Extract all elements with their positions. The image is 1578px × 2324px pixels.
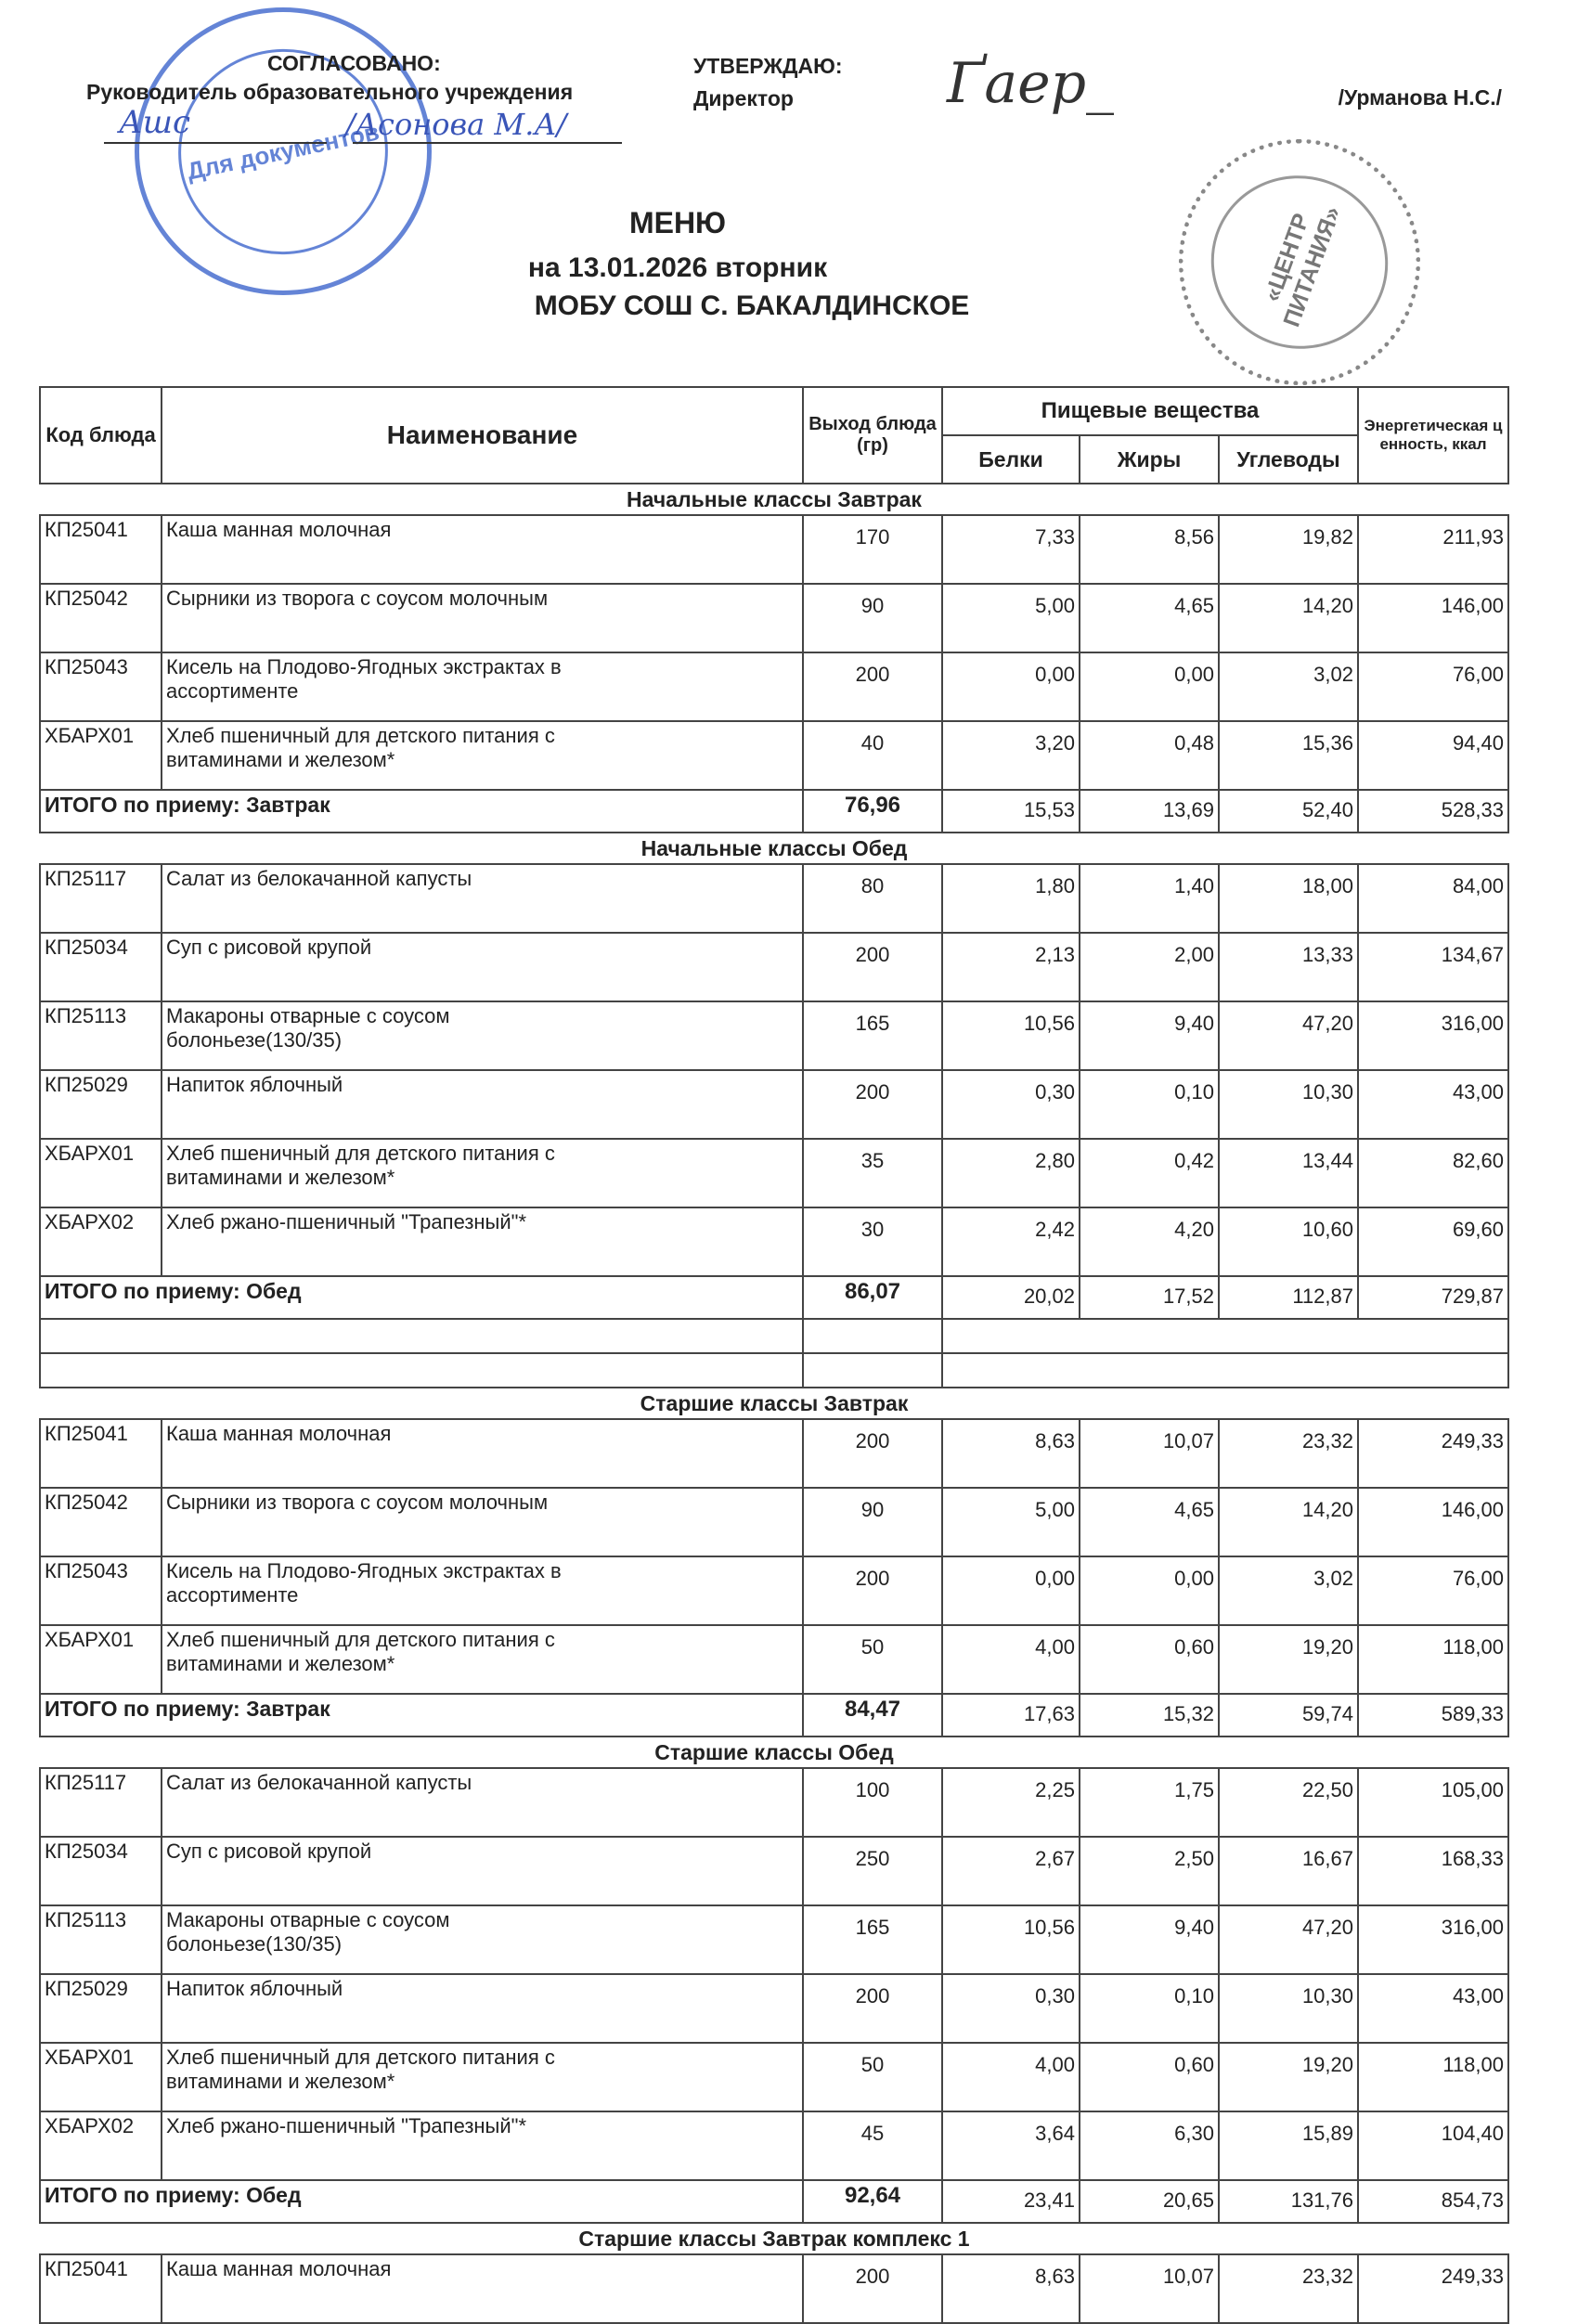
table-row xyxy=(40,1139,1508,1207)
section-title: Старшие классы Завтрак xyxy=(40,1388,1508,1419)
menu-title: МЕНЮ xyxy=(628,206,727,239)
dish-energy: 118,00 xyxy=(1358,1625,1508,1694)
dish-name-cell xyxy=(162,1207,803,1276)
dish-name-cell xyxy=(162,1419,803,1488)
dish-carbs: 23,32 xyxy=(1219,1419,1358,1488)
table-row xyxy=(40,515,1508,584)
table-row xyxy=(40,864,1508,933)
dish-carbs: 10,30 xyxy=(1219,1974,1358,2043)
total-proteins: 23,41 xyxy=(942,2180,1080,2223)
dish-code: ХБАРХ02 xyxy=(40,2111,162,2180)
table-row xyxy=(40,1207,1508,1276)
agreed-signature: Ашс xyxy=(119,104,190,141)
dish-output: 200 xyxy=(803,1070,942,1139)
table-row xyxy=(40,721,1508,790)
dish-energy: 76,00 xyxy=(1358,1556,1508,1625)
dish-fats: 10,07 xyxy=(1080,2254,1219,2323)
dish-code: КП25043 xyxy=(40,1556,162,1625)
dish-fats: 9,40 xyxy=(1080,1001,1219,1070)
section-title: Начальные классы Завтрак xyxy=(40,484,1508,515)
dish-proteins: 2,13 xyxy=(942,933,1080,1001)
total-proteins: 20,02 xyxy=(942,1276,1080,1319)
dish-energy: 146,00 xyxy=(1358,584,1508,652)
dish-name-cell xyxy=(162,933,803,1001)
agreed-role: Руководитель образовательного учреждения xyxy=(86,80,574,104)
total-fats: 13,69 xyxy=(1080,790,1219,833)
table-row xyxy=(40,1974,1508,2043)
gray-organization-stamp xyxy=(1179,139,1420,385)
dish-output: 200 xyxy=(803,933,942,1001)
dish-name-cell xyxy=(162,2254,803,2323)
total-label: ИТОГО по приему: Завтрак xyxy=(40,1694,803,1737)
dish-fats: 4,20 xyxy=(1080,1207,1219,1276)
dish-code: КП25041 xyxy=(40,1419,162,1488)
dish-carbs: 23,32 xyxy=(1219,2254,1358,2323)
dish-carbs: 47,20 xyxy=(1219,1905,1358,1974)
total-fats: 20,65 xyxy=(1080,2180,1219,2223)
dish-fats: 0,60 xyxy=(1080,1625,1219,1694)
dish-energy: 249,33 xyxy=(1358,1419,1508,1488)
dish-energy: 168,33 xyxy=(1358,1837,1508,1905)
dish-proteins: 0,00 xyxy=(942,1556,1080,1625)
dish-carbs: 13,33 xyxy=(1219,933,1358,1001)
dish-fats: 0,00 xyxy=(1080,652,1219,721)
dish-output: 200 xyxy=(803,2254,942,2323)
dish-fats: 2,00 xyxy=(1080,933,1219,1001)
dish-code: КП25042 xyxy=(40,584,162,652)
total-carbs: 52,40 xyxy=(1219,790,1358,833)
table-row xyxy=(40,1070,1508,1139)
dish-carbs: 14,20 xyxy=(1219,1488,1358,1556)
dish-name: Напиток яблочный xyxy=(166,1073,343,1096)
dish-name: Напиток яблочный xyxy=(166,1977,343,2000)
dish-name-cell xyxy=(162,1625,803,1694)
dish-code: ХБАРХ02 xyxy=(40,1207,162,1276)
blue-stamp-text: Для документов xyxy=(184,116,382,186)
dish-name-cell xyxy=(162,1905,803,1974)
dish-energy: 146,00 xyxy=(1358,1488,1508,1556)
table-row xyxy=(40,584,1508,652)
dish-carbs: 19,20 xyxy=(1219,1625,1358,1694)
dish-output: 90 xyxy=(803,1488,942,1556)
dish-fats: 10,07 xyxy=(1080,1419,1219,1488)
section-title: Начальные классы Обед xyxy=(40,833,1508,864)
dish-name: Салат из белокачанной капусты xyxy=(166,867,472,890)
approve-name: /Урманова Н.С./ xyxy=(1338,85,1502,110)
total-energy: 854,73 xyxy=(1358,2180,1508,2223)
dish-fats: 9,40 xyxy=(1080,1905,1219,1974)
dish-fats: 8,56 xyxy=(1080,515,1219,584)
empty-cell xyxy=(40,1353,803,1388)
dish-proteins: 2,42 xyxy=(942,1207,1080,1276)
dish-energy: 316,00 xyxy=(1358,1905,1508,1974)
empty-cell xyxy=(40,1319,803,1353)
dish-fats: 0,00 xyxy=(1080,1556,1219,1625)
dish-name: Хлеб ржано-пшеничный "Трапезный"* xyxy=(166,1210,527,1233)
dish-name-cell xyxy=(162,515,803,584)
dish-proteins: 5,00 xyxy=(942,584,1080,652)
total-label: ИТОГО по приему: Обед xyxy=(40,2180,803,2223)
menu-date: на 13.01.2026 вторник xyxy=(527,252,828,283)
name-line xyxy=(353,142,622,144)
dish-fats: 1,40 xyxy=(1080,864,1219,933)
dish-code: ХБАРХ01 xyxy=(40,721,162,790)
dish-code: КП25034 xyxy=(40,1837,162,1905)
dish-energy: 69,60 xyxy=(1358,1207,1508,1276)
dish-name: Кисель на Плодово-Ягодных экстрактах в ассортименте xyxy=(166,1559,562,1607)
section-header-row xyxy=(40,2223,1508,2254)
dish-proteins: 10,56 xyxy=(942,1001,1080,1070)
dish-output: 170 xyxy=(803,515,942,584)
gray-stamp-text: «ЦЕНТР ПИТАНИЯ» xyxy=(1258,202,1346,330)
dish-name-cell xyxy=(162,1488,803,1556)
dish-name: Каша манная молочная xyxy=(166,1422,392,1445)
empty-cell xyxy=(803,1353,942,1388)
table-row xyxy=(40,2043,1508,2111)
dish-name-cell xyxy=(162,1768,803,1837)
header-nutrients: Пищевые вещества xyxy=(942,387,1358,435)
dish-code: ХБАРХ01 xyxy=(40,1139,162,1207)
dish-code: КП25117 xyxy=(40,864,162,933)
dish-name: Суп с рисовой крупой xyxy=(166,936,372,959)
total-proteins: 15,53 xyxy=(942,790,1080,833)
dish-carbs: 19,82 xyxy=(1219,515,1358,584)
header-name: Наименование xyxy=(162,387,803,484)
dish-output: 200 xyxy=(803,1419,942,1488)
approve-label: УТВЕРЖДАЮ: xyxy=(693,54,843,78)
dish-proteins: 10,56 xyxy=(942,1905,1080,1974)
dish-code: КП25029 xyxy=(40,1070,162,1139)
dish-fats: 4,65 xyxy=(1080,1488,1219,1556)
dish-name-cell xyxy=(162,721,803,790)
total-output: 86,07 xyxy=(803,1276,942,1319)
dish-energy: 105,00 xyxy=(1358,1768,1508,1837)
dish-output: 30 xyxy=(803,1207,942,1276)
section-header-row xyxy=(40,1737,1508,1768)
dish-carbs: 15,89 xyxy=(1219,2111,1358,2180)
dish-carbs: 14,20 xyxy=(1219,584,1358,652)
header-code: Код блюда xyxy=(40,387,162,484)
dish-name-cell xyxy=(162,1556,803,1625)
dish-carbs: 10,60 xyxy=(1219,1207,1358,1276)
dish-proteins: 7,33 xyxy=(942,515,1080,584)
signature-line xyxy=(104,142,327,144)
dish-output: 165 xyxy=(803,1905,942,1974)
dish-code: КП25029 xyxy=(40,1974,162,2043)
dish-name: Кисель на Плодово-Ягодных экстрактах в ассортименте xyxy=(166,655,562,703)
dish-output: 200 xyxy=(803,1556,942,1625)
dish-output: 50 xyxy=(803,1625,942,1694)
dish-energy: 76,00 xyxy=(1358,652,1508,721)
dish-fats: 4,65 xyxy=(1080,584,1219,652)
total-row xyxy=(40,1694,1508,1737)
menu-table xyxy=(39,386,1509,2324)
dish-carbs: 47,20 xyxy=(1219,1001,1358,1070)
dish-output: 90 xyxy=(803,584,942,652)
dish-output: 200 xyxy=(803,1974,942,2043)
agreed-signature-name: /Асонова М.А/ xyxy=(345,107,567,142)
dish-proteins: 4,00 xyxy=(942,1625,1080,1694)
dish-fats: 0,60 xyxy=(1080,2043,1219,2111)
dish-carbs: 16,67 xyxy=(1219,1837,1358,1905)
total-row xyxy=(40,2180,1508,2223)
dish-name: Сырники из творога с соусом молочным xyxy=(166,1491,549,1514)
dish-name: Каша манная молочная xyxy=(166,2257,392,2280)
total-label: ИТОГО по приему: Завтрак xyxy=(40,790,803,833)
director-signature: Ґаер_ xyxy=(947,51,1114,116)
dish-proteins: 0,00 xyxy=(942,652,1080,721)
dish-energy: 43,00 xyxy=(1358,1070,1508,1139)
dish-code: ХБАРХ01 xyxy=(40,2043,162,2111)
menu-table-body xyxy=(40,484,1508,2323)
section-header-row xyxy=(40,1388,1508,1419)
table-row xyxy=(40,1419,1508,1488)
dish-code: КП25041 xyxy=(40,515,162,584)
dish-name: Хлеб ржано-пшеничный "Трапезный"* xyxy=(166,2114,527,2137)
table-row xyxy=(40,933,1508,1001)
dish-carbs: 15,36 xyxy=(1219,721,1358,790)
dish-energy: 82,60 xyxy=(1358,1139,1508,1207)
dish-output: 100 xyxy=(803,1768,942,1837)
approve-role: Директор xyxy=(693,86,794,110)
agreed-label: СОГЛАСОВАНО: xyxy=(267,51,441,75)
dish-name-cell xyxy=(162,1001,803,1070)
dish-code: КП25117 xyxy=(40,1768,162,1837)
total-carbs: 112,87 xyxy=(1219,1276,1358,1319)
dish-output: 165 xyxy=(803,1001,942,1070)
header-energy: Энергетическая ценность, ккал xyxy=(1358,387,1508,484)
dish-name-cell xyxy=(162,864,803,933)
section-header-row xyxy=(40,484,1508,515)
dish-energy: 104,40 xyxy=(1358,2111,1508,2180)
total-energy: 729,87 xyxy=(1358,1276,1508,1319)
total-carbs: 131,76 xyxy=(1219,2180,1358,2223)
empty-cell xyxy=(942,1353,1508,1388)
dish-name-cell xyxy=(162,652,803,721)
dish-carbs: 3,02 xyxy=(1219,652,1358,721)
dish-energy: 43,00 xyxy=(1358,1974,1508,2043)
table-row xyxy=(40,1837,1508,1905)
empty-cell xyxy=(942,1319,1508,1353)
total-energy: 528,33 xyxy=(1358,790,1508,833)
total-energy: 589,33 xyxy=(1358,1694,1508,1737)
dish-carbs: 22,50 xyxy=(1219,1768,1358,1837)
empty-cell xyxy=(803,1319,942,1353)
section-title: Старшие классы Обед xyxy=(40,1737,1508,1768)
total-output: 84,47 xyxy=(803,1694,942,1737)
dish-name: Суп с рисовой крупой xyxy=(166,1840,372,1863)
dish-proteins: 1,80 xyxy=(942,864,1080,933)
table-row xyxy=(40,2254,1508,2323)
dish-proteins: 0,30 xyxy=(942,1974,1080,2043)
school-name: МОБУ СОШ С. БАКАЛДИНСКОЕ xyxy=(534,290,970,321)
dish-name: Хлеб пшеничный для детского питания с витаминами и железом* xyxy=(166,724,555,771)
table-row xyxy=(40,652,1508,721)
empty-row xyxy=(40,1353,1508,1388)
dish-code: КП25113 xyxy=(40,1905,162,1974)
header-carbs: Углеводы xyxy=(1219,435,1358,484)
dish-proteins: 8,63 xyxy=(942,2254,1080,2323)
total-row xyxy=(40,1276,1508,1319)
dish-output: 45 xyxy=(803,2111,942,2180)
dish-fats: 1,75 xyxy=(1080,1768,1219,1837)
table-row xyxy=(40,1625,1508,1694)
dish-output: 80 xyxy=(803,864,942,933)
dish-code: КП25041 xyxy=(40,2254,162,2323)
dish-name-cell xyxy=(162,1070,803,1139)
total-proteins: 17,63 xyxy=(942,1694,1080,1737)
dish-name: Сырники из творога с соусом молочным xyxy=(166,587,549,610)
dish-energy: 316,00 xyxy=(1358,1001,1508,1070)
table-row xyxy=(40,1488,1508,1556)
dish-energy: 84,00 xyxy=(1358,864,1508,933)
dish-name: Каша манная молочная xyxy=(166,518,392,541)
dish-fats: 0,10 xyxy=(1080,1070,1219,1139)
dish-proteins: 3,20 xyxy=(942,721,1080,790)
dish-energy: 134,67 xyxy=(1358,933,1508,1001)
dish-proteins: 5,00 xyxy=(942,1488,1080,1556)
dish-name-cell xyxy=(162,584,803,652)
dish-energy: 211,93 xyxy=(1358,515,1508,584)
total-row xyxy=(40,790,1508,833)
dish-fats: 2,50 xyxy=(1080,1837,1219,1905)
dish-energy: 118,00 xyxy=(1358,2043,1508,2111)
dish-energy: 249,33 xyxy=(1358,2254,1508,2323)
total-label: ИТОГО по приему: Обед xyxy=(40,1276,803,1319)
dish-proteins: 3,64 xyxy=(942,2111,1080,2180)
dish-proteins: 0,30 xyxy=(942,1070,1080,1139)
dish-fats: 0,10 xyxy=(1080,1974,1219,2043)
dish-proteins: 2,67 xyxy=(942,1837,1080,1905)
dish-carbs: 10,30 xyxy=(1219,1070,1358,1139)
dish-fats: 0,48 xyxy=(1080,721,1219,790)
empty-row xyxy=(40,1319,1508,1353)
total-fats: 17,52 xyxy=(1080,1276,1219,1319)
table-row xyxy=(40,1905,1508,1974)
dish-carbs: 18,00 xyxy=(1219,864,1358,933)
dish-output: 35 xyxy=(803,1139,942,1207)
dish-code: КП25034 xyxy=(40,933,162,1001)
dish-name-cell xyxy=(162,1139,803,1207)
total-output: 76,96 xyxy=(803,790,942,833)
table-row xyxy=(40,1556,1508,1625)
dish-fats: 0,42 xyxy=(1080,1139,1219,1207)
dish-name-cell xyxy=(162,1974,803,2043)
section-header-row xyxy=(40,833,1508,864)
dish-name-cell xyxy=(162,2043,803,2111)
dish-carbs: 19,20 xyxy=(1219,2043,1358,2111)
section-title: Старшие классы Завтрак комплекс 1 xyxy=(40,2223,1508,2254)
dish-name: Хлеб пшеничный для детского питания с витаминами и железом* xyxy=(166,1628,555,1675)
dish-output: 250 xyxy=(803,1837,942,1905)
dish-name: Салат из белокачанной капусты xyxy=(166,1771,472,1794)
dish-code: КП25042 xyxy=(40,1488,162,1556)
dish-output: 200 xyxy=(803,652,942,721)
dish-name-cell xyxy=(162,1837,803,1905)
dish-energy: 94,40 xyxy=(1358,721,1508,790)
total-fats: 15,32 xyxy=(1080,1694,1219,1737)
dish-proteins: 2,25 xyxy=(942,1768,1080,1837)
dish-carbs: 3,02 xyxy=(1219,1556,1358,1625)
dish-carbs: 13,44 xyxy=(1219,1139,1358,1207)
dish-proteins: 8,63 xyxy=(942,1419,1080,1488)
total-output: 92,64 xyxy=(803,2180,942,2223)
dish-name: Макароны отварные с соусом болоньезе(130/35) xyxy=(166,1908,450,1956)
header-fats: Жиры xyxy=(1080,435,1219,484)
dish-proteins: 4,00 xyxy=(942,2043,1080,2111)
dish-fats: 6,30 xyxy=(1080,2111,1219,2180)
total-carbs: 59,74 xyxy=(1219,1694,1358,1737)
dish-output: 50 xyxy=(803,2043,942,2111)
table-row xyxy=(40,1768,1508,1837)
dish-name: Хлеб пшеничный для детского питания с витаминами и железом* xyxy=(166,1142,555,1189)
dish-name: Макароны отварные с соусом болоньезе(130/35) xyxy=(166,1004,450,1052)
dish-code: КП25113 xyxy=(40,1001,162,1070)
dish-proteins: 2,80 xyxy=(942,1139,1080,1207)
table-row xyxy=(40,1001,1508,1070)
dish-code: ХБАРХ01 xyxy=(40,1625,162,1694)
header-output: Выход блюда (гр) xyxy=(803,387,942,484)
header-proteins: Белки xyxy=(942,435,1080,484)
dish-name: Хлеб пшеничный для детского питания с витаминами и железом* xyxy=(166,2046,555,2093)
dish-code: КП25043 xyxy=(40,652,162,721)
dish-output: 40 xyxy=(803,721,942,790)
